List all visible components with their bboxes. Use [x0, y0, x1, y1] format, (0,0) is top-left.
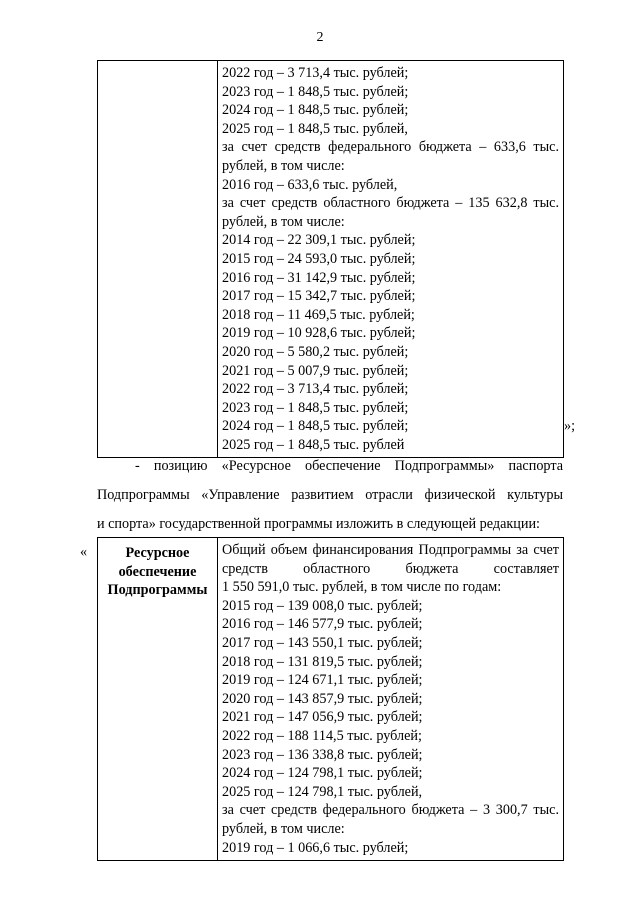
- funding-line: 2025 год – 1 848,5 тыс. рублей,: [222, 120, 408, 137]
- funding-line: 2016 год – 633,6 тыс. рублей,: [222, 176, 398, 193]
- funding-line: за счет средств федерального бюджета – 633,6 тыс.: [222, 139, 559, 156]
- funding-line: рублей, в том числе:: [222, 820, 345, 837]
- table-row: [98, 538, 564, 861]
- funding-line: 1 550 591,0 тыс. рублей, в том числе по годам:: [222, 579, 502, 596]
- label-line: обеспечение: [118, 563, 197, 580]
- closing-quote-mark: »;: [564, 418, 576, 434]
- funding-line: 2017 год – 143 550,1 тыс. рублей;: [222, 634, 423, 651]
- funding-line: 2024 год – 1 848,5 тыс. рублей;: [222, 102, 409, 119]
- funding-line: рублей, в том числе:: [222, 157, 345, 174]
- funding-line: 2024 год – 1 848,5 тыс. рублей;: [222, 418, 409, 435]
- opening-quote-mark: «: [80, 544, 88, 560]
- empty-label-cell: [98, 61, 218, 458]
- funding-line: 2021 год – 5 007,9 тыс. рублей;: [222, 362, 409, 379]
- funding-line: 2022 год – 3 713,4 тыс. рублей;: [222, 381, 409, 398]
- funding-line: 2015 год – 139 008,0 тыс. рублей;: [222, 597, 423, 614]
- funding-line: 2019 год – 10 928,6 тыс. рублей;: [222, 325, 416, 342]
- paragraph-line: и спорта» государственной программы изложить в следующей редакции:: [97, 516, 540, 532]
- funding-line: 2019 год – 1 066,6 тыс. рублей;: [222, 839, 409, 856]
- funding-line: 2024 год – 124 798,1 тыс. рублей;: [222, 765, 423, 782]
- funding-line: рублей, в том числе:: [222, 213, 345, 230]
- funding-line: 2022 год – 3 713,4 тыс. рублей;: [222, 65, 409, 81]
- funding-line: 2025 год – 1 848,5 тыс. рублей: [222, 436, 405, 453]
- funding-line: 2018 год – 131 819,5 тыс. рублей;: [222, 653, 423, 670]
- funding-line: Общий объем финансирования Подпрограммы за счет: [222, 542, 559, 558]
- page-number: 2: [316, 30, 324, 45]
- funding-line: 2023 год – 136 338,8 тыс. рублей;: [222, 746, 423, 763]
- paragraph-line: Подпрограммы «Управление развитием отрасли физической культуры: [97, 487, 563, 503]
- funding-line: 2017 год – 15 342,7 тыс. рублей;: [222, 288, 416, 305]
- amendment-paragraph: [97, 452, 563, 539]
- funding-table-continued: [97, 60, 564, 458]
- resource-provision-table: [97, 537, 564, 861]
- resource-provision-label-cell: [98, 538, 218, 861]
- label-line: Ресурсное: [125, 545, 190, 561]
- funding-line: 2023 год – 1 848,5 тыс. рублей;: [222, 399, 409, 416]
- funding-line: 2018 год – 11 469,5 тыс. рублей;: [222, 306, 415, 323]
- funding-line: 2020 год – 5 580,2 тыс. рублей;: [222, 343, 409, 360]
- funding-line: 2014 год – 22 309,1 тыс. рублей;: [222, 232, 416, 249]
- funding-line: 2023 год – 1 848,5 тыс. рублей;: [222, 83, 409, 100]
- funding-line: за счет средств областного бюджета – 135 632,8 тыс.: [222, 195, 559, 212]
- funding-line: 2015 год – 24 593,0 тыс. рублей;: [222, 250, 416, 267]
- funding-details-cell: [218, 61, 564, 458]
- funding-line: 2021 год – 147 056,9 тыс. рублей;: [222, 709, 423, 726]
- funding-line: 2019 год – 124 671,1 тыс. рублей;: [222, 672, 423, 689]
- funding-line: 2025 год – 124 798,1 тыс. рублей,: [222, 783, 423, 800]
- paragraph-line: - позицию «Ресурсное обеспечение Подпрограммы» паспорта: [135, 458, 563, 474]
- funding-line: за счет средств федерального бюджета – 3 300,7 тыс.: [222, 802, 559, 819]
- funding-line: 2022 год – 188 114,5 тыс. рублей;: [222, 727, 422, 744]
- funding-line: 2016 год – 31 142,9 тыс. рублей;: [222, 269, 416, 286]
- table-row: [98, 61, 564, 458]
- funding-details-cell: [218, 538, 564, 861]
- funding-line: 2016 год – 146 577,9 тыс. рублей;: [222, 616, 423, 633]
- funding-line: средств областного бюджета составляет: [222, 560, 559, 577]
- label-line: Подпрограммы: [107, 582, 208, 599]
- funding-line: 2020 год – 143 857,9 тыс. рублей;: [222, 690, 423, 707]
